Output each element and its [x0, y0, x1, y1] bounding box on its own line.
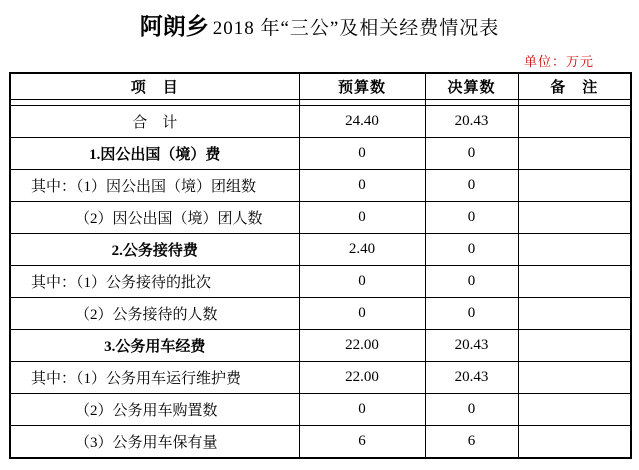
item-cell: （2）公务接待的人数 [10, 298, 299, 330]
table-row [10, 202, 631, 234]
item-cell: 2.公务接待费 [10, 234, 299, 266]
budget-cell: 22.00 [299, 330, 425, 362]
note-cell [518, 170, 631, 202]
item-cell: 1.因公出国（境）费 [10, 138, 299, 170]
final-cell: 0 [425, 202, 518, 234]
budget-cell: 24.40 [299, 106, 425, 138]
header-final: 决算数 [425, 73, 518, 100]
table-row [10, 234, 631, 266]
header-item: 项 目 [10, 73, 299, 100]
item-cell: 合 计 [10, 106, 299, 138]
item-cell: （2）因公出国（境）团人数 [10, 202, 299, 234]
final-cell: 20.43 [425, 362, 518, 394]
expense-table [9, 72, 632, 459]
header-budget: 预算数 [299, 73, 425, 100]
unit-note: 单位：万元 [523, 54, 594, 69]
final-cell: 6 [425, 426, 518, 459]
budget-cell: 6 [299, 426, 425, 459]
note-cell [518, 106, 631, 138]
budget-cell: 0 [299, 138, 425, 170]
final-cell: 0 [425, 138, 518, 170]
header-row [10, 73, 631, 100]
note-cell [518, 266, 631, 298]
note-cell [518, 202, 631, 234]
table-row [10, 138, 631, 170]
table-row [10, 394, 631, 426]
final-cell: 0 [425, 234, 518, 266]
table-row [10, 362, 631, 394]
note-cell [518, 234, 631, 266]
header-note: 备 注 [518, 73, 631, 100]
note-cell [518, 362, 631, 394]
note-cell [518, 426, 631, 459]
item-cell: 其中：（1）公务接待的批次 [10, 266, 299, 298]
note-cell [518, 394, 631, 426]
note-cell [518, 138, 631, 170]
title-organization: 阿朗乡 [139, 14, 209, 39]
item-cell: 3.公务用车经费 [10, 330, 299, 362]
budget-cell: 0 [299, 394, 425, 426]
budget-cell: 0 [299, 266, 425, 298]
final-cell: 0 [425, 266, 518, 298]
title-text: 2018 年“三公”及相关经费情况表 [212, 18, 500, 39]
budget-cell: 0 [299, 170, 425, 202]
table-row-total [10, 106, 631, 138]
note-cell [518, 298, 631, 330]
final-cell: 20.43 [425, 106, 518, 138]
item-cell: （2）公务用车购置数 [10, 394, 299, 426]
page-title [0, 8, 639, 41]
final-cell: 20.43 [425, 330, 518, 362]
budget-cell: 0 [299, 202, 425, 234]
final-cell: 0 [425, 394, 518, 426]
table-row [10, 330, 631, 362]
item-cell: （3）公务用车保有量 [10, 426, 299, 459]
table-row [10, 298, 631, 330]
final-cell: 0 [425, 170, 518, 202]
table-row [10, 426, 631, 459]
table-row [10, 266, 631, 298]
item-cell: 其中：（1）因公出国（境）团组数 [10, 170, 299, 202]
budget-cell: 0 [299, 298, 425, 330]
table-row [10, 170, 631, 202]
budget-cell: 2.40 [299, 234, 425, 266]
item-cell: 其中：（1）公务用车运行维护费 [10, 362, 299, 394]
budget-cell: 22.00 [299, 362, 425, 394]
final-cell: 0 [425, 298, 518, 330]
note-cell [518, 330, 631, 362]
